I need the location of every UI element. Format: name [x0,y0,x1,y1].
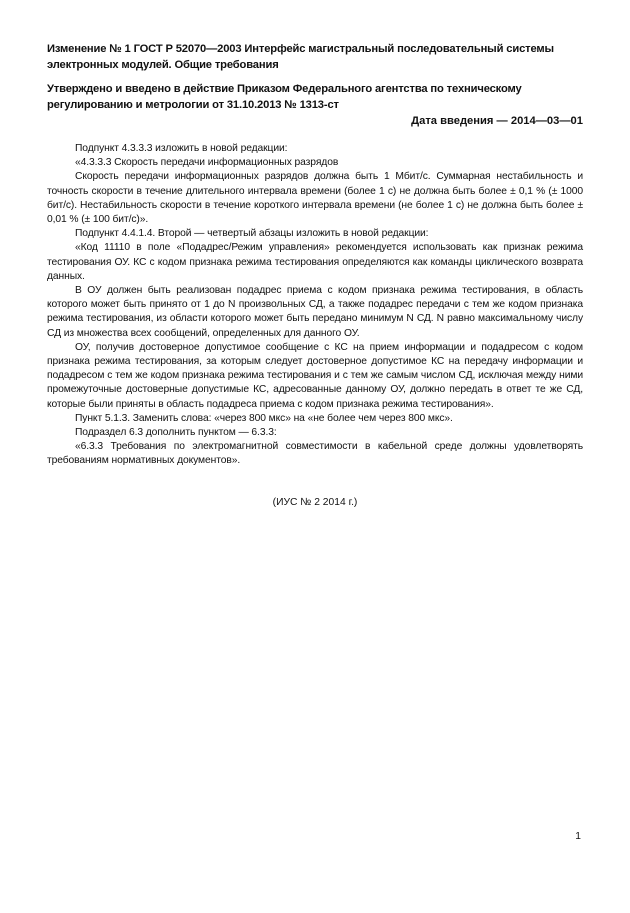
amendment-title: Изменение № 1 ГОСТ Р 52070—2003 Интерфейс магистральный последовательный системы электронных модулей. Общие требования [47,43,554,71]
paragraph: «6.3.3 Требования по электромагнитной совместимости в кабельной среде должны удовлетворять требованиям нормативных документов». [47,441,583,467]
paragraph: Подпункт 4.3.3.3 изложить в новой редакции: [75,143,288,154]
effective-date: Дата введения — 2014—03—01 [411,115,583,127]
paragraph: В ОУ должен быть реализован подадрес приема с кодом признака режима тестирования, в область которого может быть принято от 1 до N произвольных СД, а также подадрес передачи с тем же кодом признака режима тестирования, из области которого может быть передано минимум N СД. N равно максимальному числу СД из множества всех сообщений, определенных для данного ОУ. [47,285,583,339]
ius-reference: (ИУС № 2 2014 г.) [272,497,358,508]
paragraph: Подпункт 4.4.1.4. Второй — четвертый абзацы изложить в новой редакции: [75,228,429,240]
paragraph: Подраздел 6.3 дополнить пунктом — 6.3.3: [75,427,277,439]
paragraph: «Код 11110 в поле «Подадрес/Режим управления» рекомендуется использовать как признак режима тестирования ОУ. КС с кодом признака режима тестирования определяются как команды циклического возврата данных. [47,242,583,282]
paragraph: «4.3.3.3 Скорость передачи информационных разрядов [75,157,339,169]
paragraph: Скорость передачи информационных разрядов должна быть 1 Мбит/с. Суммарная нестабильность и точность скорости в течение длительного интервала времени (более 1 с) не должна быть более ± 0,1 % (± 1000 бит/с). Нестабильность скорости в течение короткого интервала времени (не более 1 с) не должна быть более ± 0,01 % (± 100 бит/с)». [47,171,583,226]
document-body [47,142,583,469]
page-number: 1 [575,831,581,842]
paragraph: ОУ, получив достоверное допустимое сообщение с КС на прием информации и подадресом с кодом признака режима тестирования, за которым следует достоверное допустимое КС на передачу информации и подадресом с тем же кодом признака режима тестирования и с тем же самым числом СД, исключая между ними промежуточные достоверные допустимые КС, адресованные данному ОУ, должно передать в ответ те же СД, которые были приняты в область подадреса приема с кодом признака режима тестирования». [47,341,583,410]
paragraph: Пункт 5.1.3. Заменить слова: «через 800 мкс» на «не более чем через 800 мкс». [75,412,453,424]
approval-statement: Утверждено и введено в действие Приказом Федерального агентства по техническому регулированию и метрологии от 31.10.2013 № 1313-ст [47,83,522,111]
